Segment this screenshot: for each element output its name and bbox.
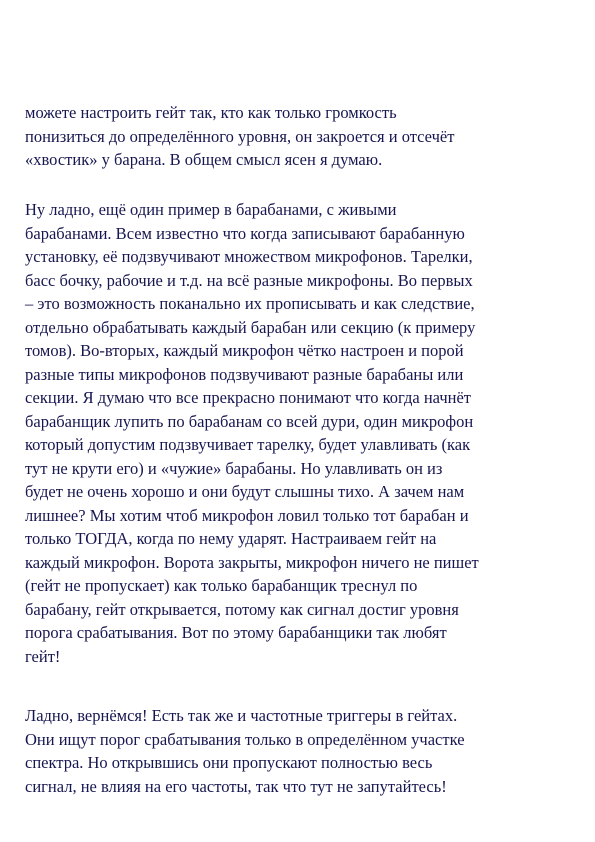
text-line: барабанщик лупить по барабанам со всей дури, один микрофон bbox=[25, 411, 474, 431]
text-line: томов). Во-вторых, каждый микрофон чётко настроен и порой bbox=[25, 341, 464, 360]
text-line: секции. Я думаю что все прекрасно понимают что когда начнёт bbox=[25, 388, 471, 407]
text-line: барабану, гейт открывается, потому как сигнал достиг уровня bbox=[25, 599, 459, 619]
text-line: барабанами. Всем известно что когда записывают барабанную bbox=[25, 223, 465, 243]
text-line: – это возможность поканально их прописывать и как следствие, bbox=[25, 294, 475, 313]
text-line: Они ищут порог срабатывания только в определённом участке bbox=[25, 729, 465, 749]
text-line: установку, её подзвучивают множеством микрофонов. Тарелки, bbox=[25, 247, 473, 266]
text-line: порога срабатывания. Вот по этому барабанщики так любят bbox=[25, 623, 447, 642]
text-line: «хвостик» у барана. В общем смысл ясен я думаю. bbox=[25, 150, 383, 169]
text-line: спектра. Но открывшись они пропускают полностью весь bbox=[25, 753, 433, 772]
text-line: понизиться до определённого уровня, он закроется и отсечёт bbox=[25, 126, 455, 146]
text-line: Ну ладно, ещё один пример в барабанами, с живыми bbox=[25, 200, 397, 219]
text-line: каждый микрофон. Ворота закрыты, микрофон ничего не пишет bbox=[25, 552, 479, 572]
text-line: который допустим подзвучивает тарелку, будет улавливать (как bbox=[25, 435, 471, 454]
text-line: лишнее? Мы хотим чтоб микрофон ловил только тот барабан и bbox=[25, 505, 469, 525]
text-line: Ладно, вернёмся! Есть так же и частотные триггеры в гейтах. bbox=[25, 706, 458, 725]
paragraph-gate-tail bbox=[25, 101, 575, 172]
text-line: (гейт не пропускает) как только барабанщик треснул по bbox=[25, 576, 418, 595]
text-line: отдельно обрабатывать каждый барабан или секцию (к примеру bbox=[25, 317, 476, 337]
text-line: разные типы микрофонов подзвучивают разные барабаны или bbox=[25, 364, 464, 384]
text-line: только ТОГДА, когда по нему ударят. Настраиваем гейт на bbox=[25, 529, 437, 548]
paragraph-frequency-triggers bbox=[25, 704, 575, 798]
text-line: тут не крути его) и «чужие» барабаны. Но улавливать он из bbox=[25, 458, 443, 478]
paragraph-drums-example bbox=[25, 198, 575, 668]
text-line: можете настроить гейт так, кто как только громкость bbox=[25, 103, 397, 122]
text-line: сигнал, не влияя на его частоты, так что тут не запутайтесь! bbox=[25, 776, 447, 796]
text-line: басс бочку, рабочие и т.д. на всё разные микрофоны. Во первых bbox=[25, 270, 473, 290]
text-line: будет не очень хорошо и они будут слышны тихо. А зачем нам bbox=[25, 482, 465, 501]
text-line: гейт! bbox=[25, 646, 61, 666]
